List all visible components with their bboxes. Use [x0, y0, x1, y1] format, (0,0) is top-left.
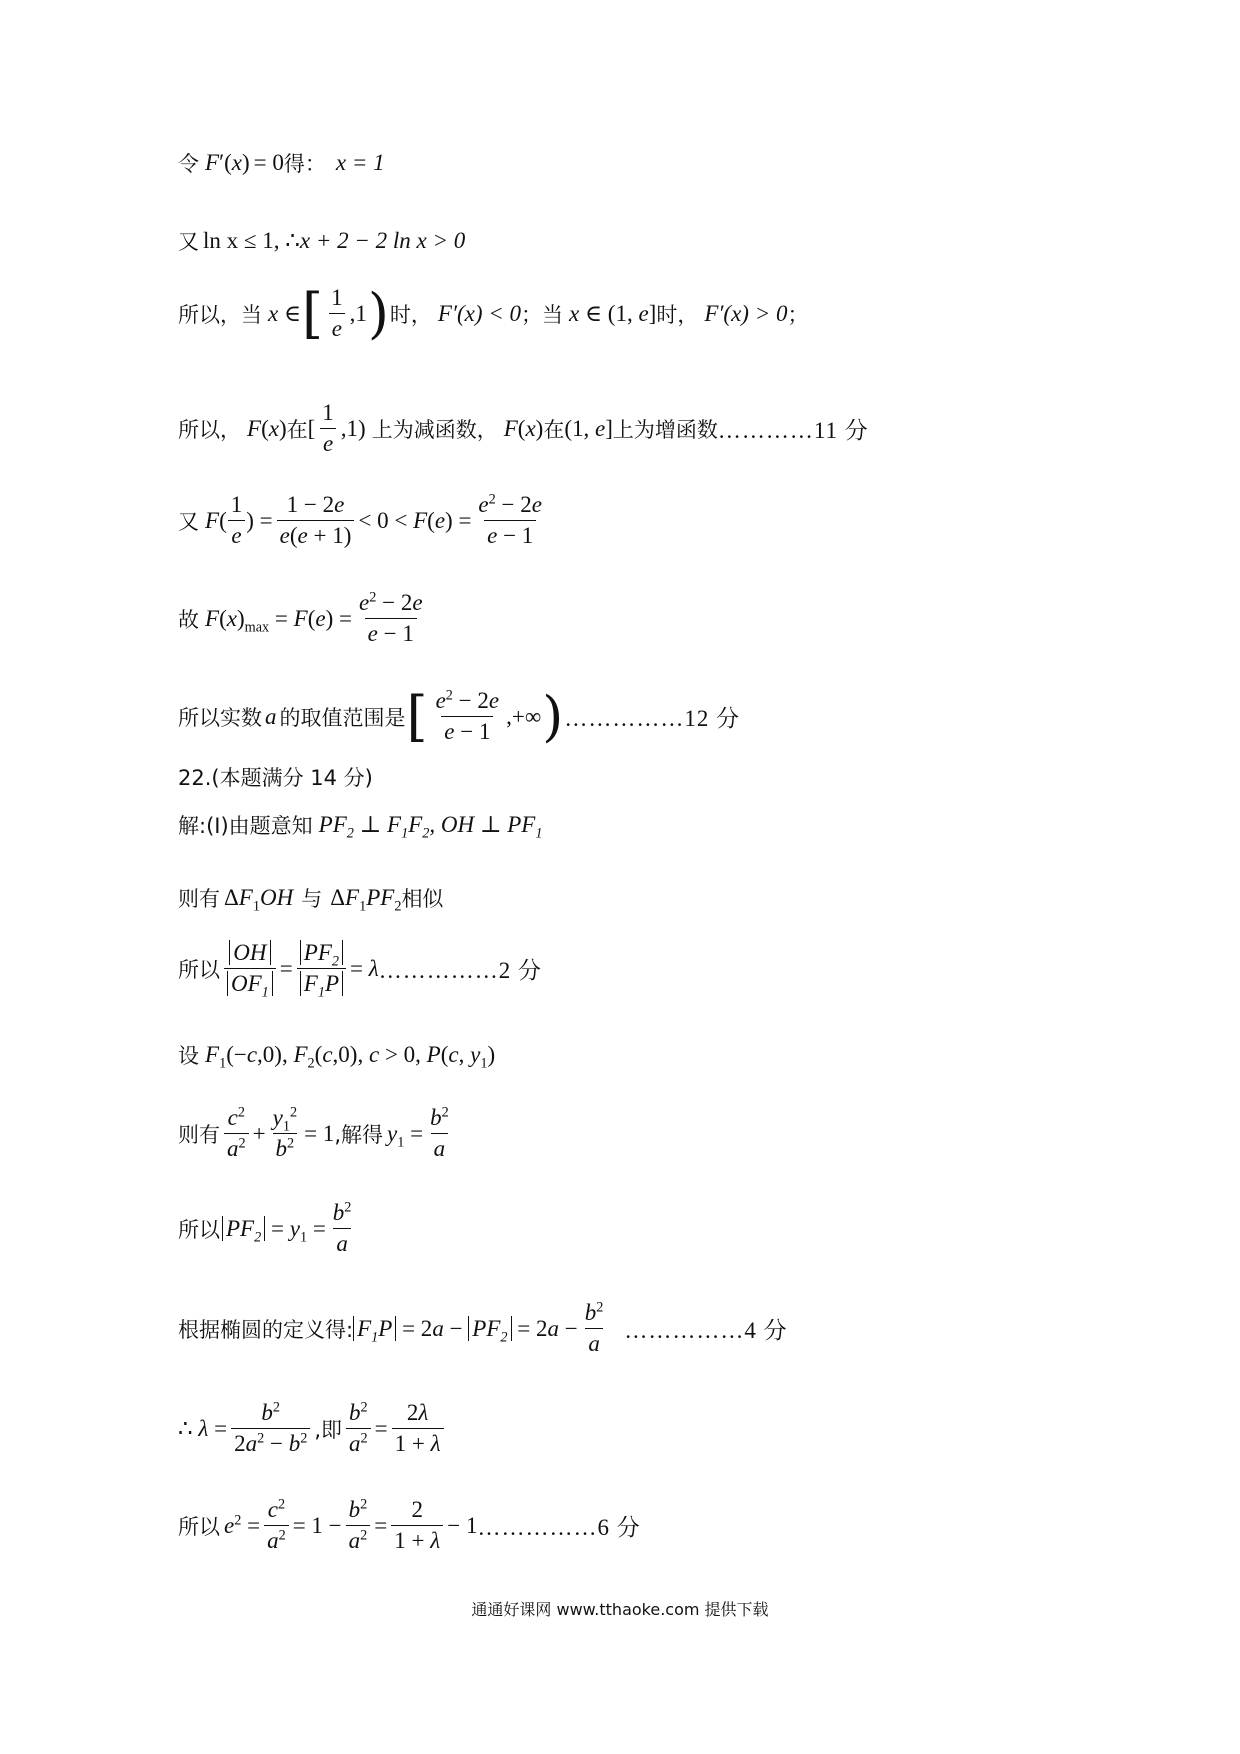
math: [ [307, 415, 316, 441]
line-eccentricity [178, 1497, 641, 1555]
math: a [265, 703, 277, 729]
math: x ∈ (1, e] [569, 300, 657, 326]
fraction: $\frac{1}{e}$ [319, 400, 337, 458]
math: = 1 − [292, 1512, 342, 1538]
text: 则有 [178, 1122, 220, 1147]
fraction: $\frac{1}{e}$ [328, 285, 346, 343]
math: $\Delta F_1OH$ [224, 885, 294, 915]
line-similar-triangles [178, 883, 443, 913]
score: ……………4 分 [624, 1318, 788, 1344]
bracket: [ [406, 684, 428, 748]
line-pf2-length [178, 1200, 358, 1258]
bracket: ) [367, 281, 389, 345]
fraction: $\frac{c^2}{a^2}$ [264, 1497, 289, 1555]
math: = [374, 1415, 388, 1441]
line-critical-point [178, 148, 385, 178]
text: ；当 [521, 302, 564, 327]
fraction: $\frac{1}{e}$ [228, 492, 246, 550]
text: 所以 [178, 1217, 220, 1242]
math: ,+∞ [506, 703, 542, 729]
math: F′(x) > 0 [704, 300, 788, 326]
line-sign-of-derivative [178, 281, 809, 345]
text: 所以， [178, 417, 241, 442]
bracket: ) [542, 684, 564, 748]
math: x = 1 [335, 150, 385, 175]
math: $e^2$ = [224, 1512, 261, 1538]
math: $PF_2$ ⊥ $F_1F_2$, OH ⊥ $PF_1$ [318, 812, 543, 842]
fraction: $\frac{b^2}{a^2}$ [346, 1400, 371, 1458]
math: = [279, 955, 293, 981]
text: 设 [178, 1044, 199, 1068]
math: ,1 [349, 300, 367, 326]
math: ,1) [340, 415, 366, 441]
line-problem-22-header [178, 762, 373, 792]
text: ； [787, 302, 809, 327]
line-ratio-lambda [178, 940, 542, 1002]
math: (1, e] [564, 415, 613, 441]
fraction: $\frac{b^2}{a}$ [430, 1104, 449, 1162]
text: 令 [178, 152, 199, 176]
fraction: $\frac{PF_2}{F_1P}$ [297, 940, 346, 998]
math: $F_1(-c,0)$, $F_2(c,0)$, c > 0, P(c, $y_1$) [205, 1042, 496, 1072]
text: 在 [286, 417, 308, 442]
text: 所以，当 [178, 302, 262, 327]
text: 上为增函数 [612, 417, 718, 442]
text: 所以实数 [178, 705, 262, 730]
math: F′(x) < 0 [437, 300, 522, 326]
math: ) = [246, 507, 273, 533]
line-maximum [178, 590, 430, 648]
text: 故 [178, 607, 199, 632]
text: 则有 [178, 887, 220, 911]
text: ,即 [314, 1417, 343, 1442]
math: = λ [350, 955, 379, 981]
math: F′(x) [205, 150, 250, 175]
fraction: $\frac{e^2 - 2e}{e - 1}$ [359, 589, 423, 647]
text: 所以 [178, 1514, 220, 1539]
section-heading: 22.(本题满分 14 分) [178, 766, 373, 790]
fraction: $\frac{b^2}{2a^2 - b^2}$ [231, 1400, 310, 1458]
fraction: $\frac{b^2}{a}$ [332, 1199, 352, 1257]
math: $PF_2 = y_1$ = [222, 1216, 326, 1242]
footer-source: 通通好课网 www.tthaoke.com 提供下载 [471, 1600, 769, 1619]
line-solve-y1 [178, 1105, 456, 1163]
math: + [252, 1120, 266, 1146]
math: = 0 [253, 150, 284, 175]
math: $y_1$ = [387, 1120, 424, 1151]
math: $\Delta F_1PF_2$ [330, 885, 402, 915]
math: x + 2 − 2 ln x > 0 [299, 228, 466, 253]
text: 与 [301, 887, 323, 911]
line-solution-start [178, 810, 542, 840]
score: ……………12 分 [564, 706, 741, 732]
math: = [374, 1512, 388, 1538]
fraction: $\frac{OH}{OF_1}$ [224, 940, 276, 998]
math: F(x) [503, 415, 544, 441]
line-monotonicity [178, 400, 869, 458]
text: 解:(Ⅰ)由题意知 [178, 814, 313, 838]
fraction: $\frac{e^2 - 2e}{e - 1}$ [478, 491, 542, 549]
math: F(x) [247, 415, 287, 441]
line-ellipse-definition [178, 1300, 788, 1358]
text: 所以 [178, 957, 220, 982]
text: 在 [543, 417, 565, 442]
text: 上为减函数， [371, 417, 498, 442]
text: 相似 [401, 887, 444, 911]
math: $F_1P = 2a - PF_2 = 2a$ − [353, 1316, 578, 1342]
fraction: $\frac{c^2}{a^2}$ [224, 1105, 249, 1163]
line-lambda-relation [178, 1400, 448, 1458]
fraction: $\frac{y_1^2}{b^2}$ [272, 1104, 298, 1162]
fraction: $\frac{2\lambda}{1 + \lambda}$ [392, 1400, 444, 1458]
math: $F(x)_{max} = F(e)$ = [205, 605, 352, 636]
line-compare-values [178, 492, 549, 550]
fraction: $\frac{1 - 2e}{e(e + 1)}$ [277, 492, 355, 550]
text: 的取值范围是 [279, 705, 406, 730]
score: ……………2 分 [378, 958, 542, 984]
score: ……………6 分 [477, 1515, 641, 1541]
fraction: $\frac{b^2}{a}$ [584, 1299, 604, 1357]
score: …………11 分 [717, 418, 869, 444]
math: F( [205, 507, 227, 533]
fraction: $\frac{e^2 - 2e}{e - 1}$ [435, 687, 500, 745]
math: < 0 < F(e) = [358, 507, 472, 533]
math: − 1 [447, 1512, 478, 1538]
text: 又 [178, 230, 199, 254]
text: 时， [656, 302, 699, 327]
bracket: [ [302, 281, 324, 345]
math: = 1 [304, 1120, 335, 1146]
text: 根据椭圆的定义得: [178, 1317, 354, 1342]
text: 时， [389, 302, 432, 327]
line-range-of-a [178, 684, 741, 748]
math: ∴ λ = [178, 1415, 228, 1441]
text: ,解得 [334, 1122, 383, 1147]
text: 得： [283, 152, 326, 176]
line-ln-bound [178, 226, 465, 256]
math: x ∈ [268, 300, 301, 326]
fraction: $\frac{2}{1 + \lambda}$ [391, 1497, 443, 1555]
fraction: $\frac{b^2}{a^2}$ [346, 1497, 371, 1555]
line-set-coordinates [178, 1040, 495, 1070]
text: 又 [178, 509, 199, 534]
math: ln x ≤ 1, ∴ [203, 228, 300, 253]
